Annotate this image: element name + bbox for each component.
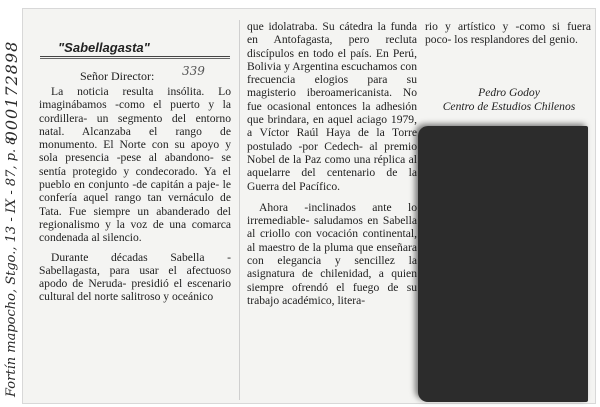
scan-shadow-area xyxy=(418,126,588,402)
signature-affiliation: Centro de Estudios Chilenos xyxy=(442,100,576,113)
paragraph: rio y artístico y -como si fuera poco- los resplandores del genio. xyxy=(425,20,591,47)
paragraph: que idolatraba. Su cátedra la funda en Antofagasta, pero recluta discípulos en todo el país. En Perú, Bolivia y Argentina escuchamos con frecuencia elogios para su magisterio iberoamericanista. No fue ocasional entonces la adhesión que brindara, en aquel aciago 1979, a Víctor Raúl Haya de la Torre postulado -por Cedech- al premio Nobel de la Paz como una réplica al aquelarre del centenario de la Guerra del Pacífico. xyxy=(247,20,417,193)
paragraph: Ahora -inclinados ante lo irremediable- saludamos en Sabella al criollo con vocación continental, al maestro de la pluma que enseñara con elegancia y sencillez la asignatura de chilenidad, a quien siempre ofrendó el fuego de su trabajo académico, litera- xyxy=(247,200,417,307)
paragraph: Durante décadas Sabella -Sabellagasta, para usar el afectuoso apodo de Neruda- presidió el escenario cultural del norte salitroso y oceánico xyxy=(39,250,231,304)
archive-number-stamp: 000172898 xyxy=(2,40,21,142)
salutation: Señor Director: xyxy=(80,69,155,83)
title-rule xyxy=(40,56,230,57)
signature-name: Pedro Godoy xyxy=(478,86,540,99)
article-column-2 xyxy=(247,20,417,307)
handwritten-source-note: Fortín mapocho, Stgo., 13 - IX - 87, p. 8 xyxy=(4,136,19,397)
handwritten-page-mark: 339 xyxy=(182,64,205,78)
paragraph: La noticia resulta insólita. Lo imaginábamos -como el puerto y la cordillera- un segmento del entorno natal. Alcanzaba el rango de monumento. El Norte con su apoyo y sola presencia -pese al abandono- se sentía protegido y condecorado. Ya el pueblo en conjunto -de capitán a paje- le confería aquel rango tan vernáculo de Tata. Fue siempre un abanderado del regionalismo y la voz de una comarca condenada al silencio. xyxy=(39,85,231,245)
signature-block xyxy=(425,86,593,114)
title-rule-secondary xyxy=(40,58,230,59)
article-column-3 xyxy=(425,20,591,47)
article-column-1 xyxy=(39,85,231,304)
column-divider xyxy=(239,20,240,400)
margin-handwriting xyxy=(0,0,22,407)
article-title: "Sabellagasta" xyxy=(58,40,150,55)
